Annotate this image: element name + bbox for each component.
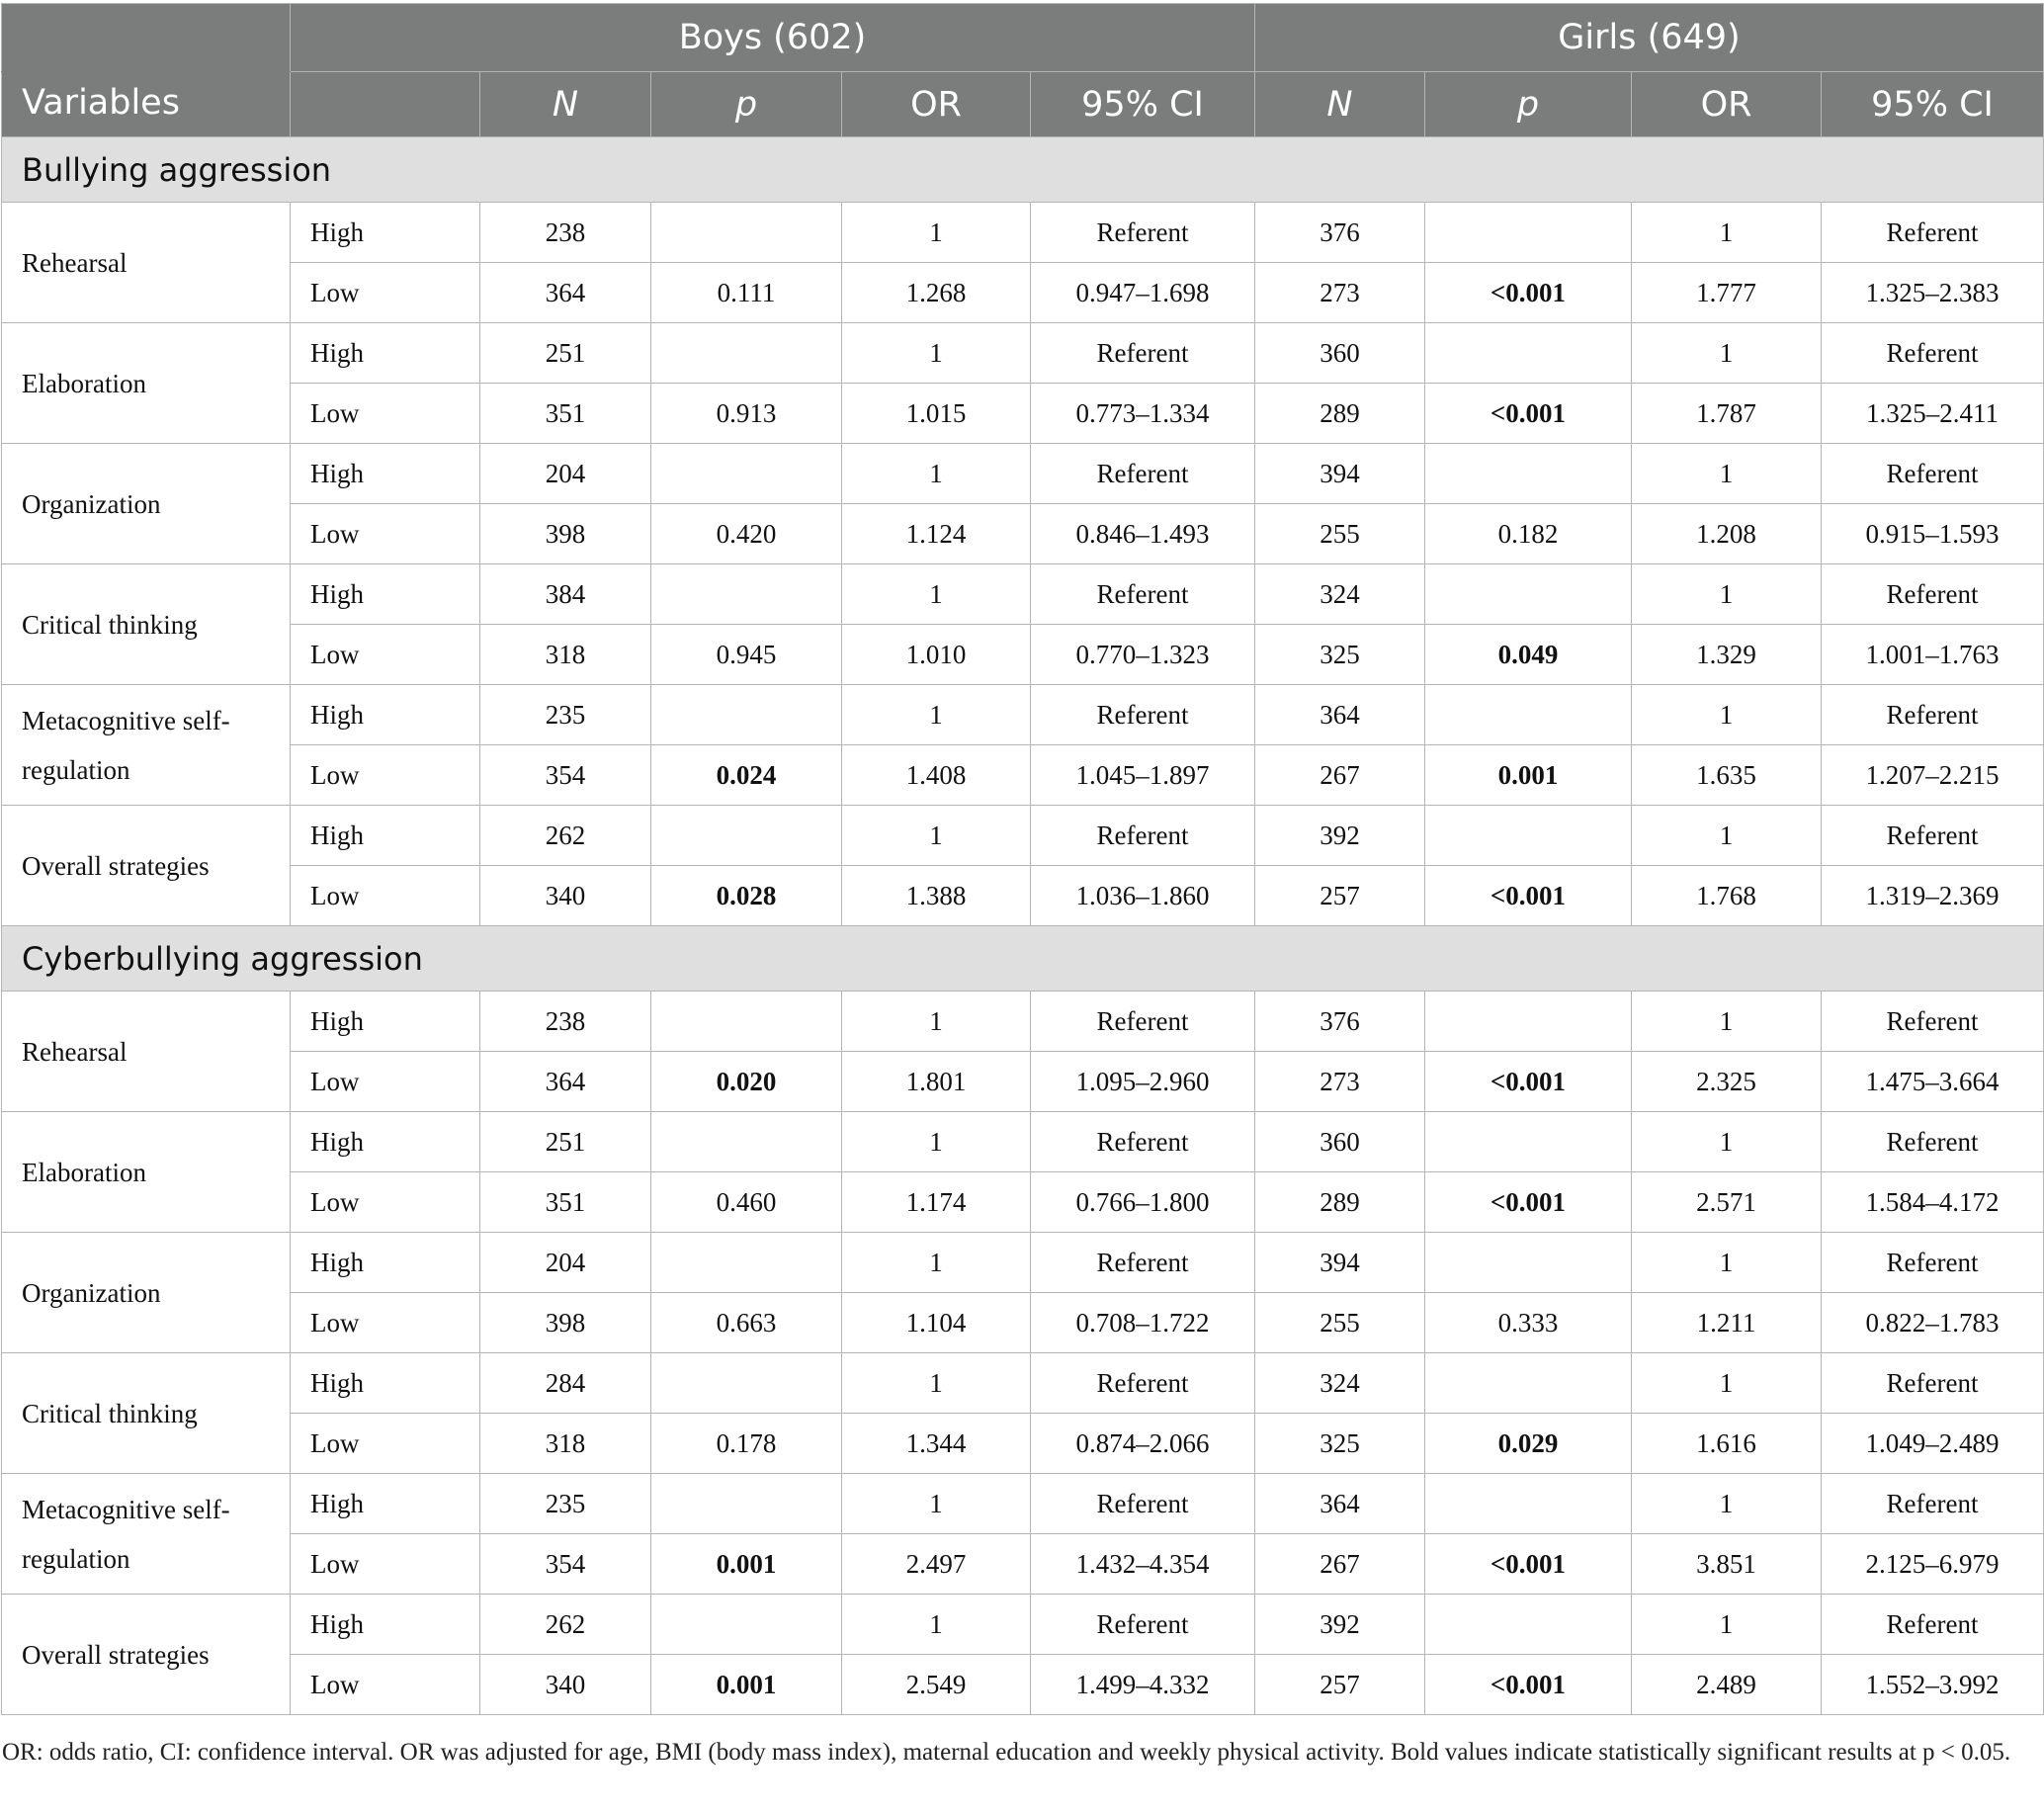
boys-n-cell: 351	[480, 1172, 651, 1233]
boys-ci-cell: Referent	[1031, 1474, 1255, 1534]
header-variables: Variables	[2, 72, 291, 137]
table-header	[2, 4, 2044, 137]
table-row	[2, 806, 2044, 866]
girls-n-cell: 289	[1255, 384, 1425, 444]
level-cell: High	[291, 1595, 480, 1655]
boys-ci-cell: 1.499–4.332	[1031, 1655, 1255, 1715]
girls-ci-cell: 1.552–3.992	[1822, 1655, 2044, 1715]
boys-ci-cell: 0.874–2.066	[1031, 1414, 1255, 1474]
girls-n-cell: 267	[1255, 745, 1425, 806]
girls-p-cell	[1425, 1353, 1632, 1414]
girls-n-cell: 392	[1255, 806, 1425, 866]
girls-ci-cell: 1.049–2.489	[1822, 1414, 2044, 1474]
boys-ci-cell: 0.846–1.493	[1031, 504, 1255, 564]
header-girls-or: OR	[1632, 72, 1822, 137]
boys-p-cell: 0.945	[651, 625, 842, 685]
boys-n-cell: 364	[480, 263, 651, 323]
boys-or-cell: 1	[842, 806, 1031, 866]
girls-ci-cell: Referent	[1822, 1595, 2044, 1655]
variable-name: Rehearsal	[2, 992, 291, 1112]
girls-p-cell	[1425, 564, 1632, 625]
boys-p-cell: 0.020	[651, 1052, 842, 1112]
girls-p-cell: 0.333	[1425, 1293, 1632, 1353]
boys-or-cell: 1	[842, 323, 1031, 384]
boys-n-cell: 398	[480, 1293, 651, 1353]
boys-ci-cell: 0.773–1.334	[1031, 384, 1255, 444]
boys-or-cell: 1.344	[842, 1414, 1031, 1474]
boys-p-cell	[651, 564, 842, 625]
variable-name: Elaboration	[2, 323, 291, 444]
boys-n-cell: 351	[480, 384, 651, 444]
girls-p-cell: 0.182	[1425, 504, 1632, 564]
girls-n-cell: 267	[1255, 1534, 1425, 1595]
boys-p-cell	[651, 203, 842, 263]
boys-or-cell: 1	[842, 1112, 1031, 1172]
girls-n-cell: 394	[1255, 1233, 1425, 1293]
boys-ci-cell: 0.770–1.323	[1031, 625, 1255, 685]
girls-p-cell	[1425, 203, 1632, 263]
girls-or-cell: 1.635	[1632, 745, 1822, 806]
boys-p-cell: 0.178	[651, 1414, 842, 1474]
header-boys: Boys (602)	[291, 4, 1255, 72]
girls-or-cell: 1.616	[1632, 1414, 1822, 1474]
girls-or-cell: 1	[1632, 992, 1822, 1052]
boys-p-cell	[651, 992, 842, 1052]
boys-ci-cell: 0.708–1.722	[1031, 1293, 1255, 1353]
girls-or-cell: 1.777	[1632, 263, 1822, 323]
table-row	[2, 1534, 2044, 1595]
girls-ci-cell: 0.915–1.593	[1822, 504, 2044, 564]
table-row	[2, 1233, 2044, 1293]
table-row	[2, 1655, 2044, 1715]
girls-ci-cell: Referent	[1822, 685, 2044, 745]
table-row	[2, 1172, 2044, 1233]
boys-or-cell: 1.388	[842, 866, 1031, 926]
table-row	[2, 1293, 2044, 1353]
level-cell: Low	[291, 504, 480, 564]
header-sub-row	[2, 72, 2044, 137]
girls-or-cell: 1	[1632, 323, 1822, 384]
boys-ci-cell: Referent	[1031, 1112, 1255, 1172]
boys-or-cell: 1	[842, 444, 1031, 504]
girls-ci-cell: Referent	[1822, 992, 2044, 1052]
table-footnote: OR: odds ratio, CI: confidence interval. OR was adjusted for age, BMI (body mass index), maternal education and weekly physical activity. Bold values indicate statistically significant results at p < 0.05.	[2, 1739, 2011, 1766]
table-row	[2, 203, 2044, 263]
table-row	[2, 504, 2044, 564]
girls-p-cell: <0.001	[1425, 866, 1632, 926]
girls-p-cell	[1425, 1233, 1632, 1293]
girls-p-cell	[1425, 1595, 1632, 1655]
girls-p-cell	[1425, 685, 1632, 745]
level-cell: Low	[291, 866, 480, 926]
header-group-row	[2, 4, 2044, 72]
girls-n-cell: 360	[1255, 323, 1425, 384]
header-girls: Girls (649)	[1255, 4, 2044, 72]
level-cell: Low	[291, 745, 480, 806]
girls-or-cell: 2.489	[1632, 1655, 1822, 1715]
level-cell: High	[291, 444, 480, 504]
level-cell: Low	[291, 1052, 480, 1112]
girls-p-cell: 0.049	[1425, 625, 1632, 685]
level-cell: Low	[291, 1293, 480, 1353]
boys-ci-cell: Referent	[1031, 564, 1255, 625]
girls-p-cell	[1425, 992, 1632, 1052]
girls-or-cell: 1	[1632, 203, 1822, 263]
header-boys-ci: 95% CI	[1031, 72, 1255, 137]
girls-ci-cell: Referent	[1822, 806, 2044, 866]
girls-p-cell: <0.001	[1425, 1172, 1632, 1233]
girls-or-cell: 3.851	[1632, 1534, 1822, 1595]
girls-or-cell: 1	[1632, 444, 1822, 504]
table-row	[2, 1353, 2044, 1414]
girls-or-cell: 1.329	[1632, 625, 1822, 685]
boys-or-cell: 1.124	[842, 504, 1031, 564]
girls-or-cell: 1	[1632, 1112, 1822, 1172]
boys-ci-cell: Referent	[1031, 444, 1255, 504]
table-row	[2, 564, 2044, 625]
boys-n-cell: 364	[480, 1052, 651, 1112]
table-row	[2, 323, 2044, 384]
variable-name: Critical thinking	[2, 564, 291, 685]
girls-ci-cell: Referent	[1822, 1233, 2044, 1293]
girls-p-cell	[1425, 323, 1632, 384]
girls-ci-cell: 1.319–2.369	[1822, 866, 2044, 926]
boys-ci-cell: 0.947–1.698	[1031, 263, 1255, 323]
boys-or-cell: 2.549	[842, 1655, 1031, 1715]
section-header-row	[2, 926, 2044, 992]
girls-ci-cell: 1.207–2.215	[1822, 745, 2044, 806]
boys-p-cell	[651, 1112, 842, 1172]
boys-ci-cell: Referent	[1031, 1595, 1255, 1655]
girls-n-cell: 273	[1255, 263, 1425, 323]
header-girls-ci: 95% CI	[1822, 72, 2044, 137]
girls-or-cell: 1	[1632, 1474, 1822, 1534]
girls-n-cell: 325	[1255, 1414, 1425, 1474]
variable-name: Metacognitive self-regulation	[2, 1474, 291, 1595]
header-boys-or: OR	[842, 72, 1031, 137]
girls-n-cell: 376	[1255, 203, 1425, 263]
boys-ci-cell: Referent	[1031, 992, 1255, 1052]
girls-ci-cell: 2.125–6.979	[1822, 1534, 2044, 1595]
boys-or-cell: 1.010	[842, 625, 1031, 685]
girls-ci-cell: 1.325–2.411	[1822, 384, 2044, 444]
boys-n-cell: 284	[480, 1353, 651, 1414]
girls-n-cell: 360	[1255, 1112, 1425, 1172]
girls-n-cell: 289	[1255, 1172, 1425, 1233]
section-header-row	[2, 137, 2044, 203]
boys-ci-cell: 1.036–1.860	[1031, 866, 1255, 926]
level-cell: High	[291, 685, 480, 745]
variable-name: Overall strategies	[2, 1595, 291, 1715]
girls-n-cell: 255	[1255, 504, 1425, 564]
level-cell: Low	[291, 625, 480, 685]
girls-n-cell: 257	[1255, 866, 1425, 926]
variable-name: Elaboration	[2, 1112, 291, 1233]
table-body	[2, 137, 2044, 1715]
girls-or-cell: 1.211	[1632, 1293, 1822, 1353]
boys-or-cell: 1	[842, 1233, 1031, 1293]
boys-n-cell: 318	[480, 625, 651, 685]
boys-ci-cell: Referent	[1031, 806, 1255, 866]
section-title: Cyberbullying aggression	[2, 926, 2044, 992]
boys-p-cell: 0.663	[651, 1293, 842, 1353]
boys-n-cell: 340	[480, 866, 651, 926]
girls-or-cell: 1.768	[1632, 866, 1822, 926]
boys-n-cell: 262	[480, 1595, 651, 1655]
boys-n-cell: 204	[480, 444, 651, 504]
girls-n-cell: 364	[1255, 685, 1425, 745]
table-row	[2, 992, 2044, 1052]
girls-ci-cell: Referent	[1822, 1474, 2044, 1534]
boys-or-cell: 1	[842, 685, 1031, 745]
girls-or-cell: 1.787	[1632, 384, 1822, 444]
boys-n-cell: 238	[480, 203, 651, 263]
boys-p-cell	[651, 1474, 842, 1534]
table-row	[2, 263, 2044, 323]
boys-or-cell: 1.408	[842, 745, 1031, 806]
level-cell: High	[291, 323, 480, 384]
boys-or-cell: 1	[842, 564, 1031, 625]
boys-ci-cell: Referent	[1031, 323, 1255, 384]
girls-n-cell: 324	[1255, 1353, 1425, 1414]
header-boys-p: p	[651, 72, 842, 137]
girls-p-cell: <0.001	[1425, 263, 1632, 323]
variable-name: Rehearsal	[2, 203, 291, 323]
boys-n-cell: 235	[480, 685, 651, 745]
header-level	[291, 72, 480, 137]
boys-or-cell: 1.801	[842, 1052, 1031, 1112]
girls-n-cell: 392	[1255, 1595, 1425, 1655]
boys-n-cell: 251	[480, 1112, 651, 1172]
header-boys-n: N	[480, 72, 651, 137]
girls-n-cell: 324	[1255, 564, 1425, 625]
girls-ci-cell: Referent	[1822, 1112, 2044, 1172]
table-row	[2, 1595, 2044, 1655]
girls-n-cell: 376	[1255, 992, 1425, 1052]
girls-n-cell: 394	[1255, 444, 1425, 504]
girls-p-cell: <0.001	[1425, 1655, 1632, 1715]
level-cell: Low	[291, 1414, 480, 1474]
girls-p-cell: 0.001	[1425, 745, 1632, 806]
girls-n-cell: 325	[1255, 625, 1425, 685]
variable-name: Critical thinking	[2, 1353, 291, 1474]
boys-p-cell	[651, 1233, 842, 1293]
boys-n-cell: 340	[480, 1655, 651, 1715]
boys-or-cell: 1	[842, 1474, 1031, 1534]
boys-n-cell: 204	[480, 1233, 651, 1293]
girls-ci-cell: Referent	[1822, 323, 2044, 384]
girls-ci-cell: 0.822–1.783	[1822, 1293, 2044, 1353]
girls-n-cell: 255	[1255, 1293, 1425, 1353]
boys-p-cell: 0.001	[651, 1534, 842, 1595]
level-cell: High	[291, 1353, 480, 1414]
boys-p-cell: 0.024	[651, 745, 842, 806]
boys-p-cell	[651, 1595, 842, 1655]
results-table	[1, 3, 2044, 1715]
girls-p-cell	[1425, 1474, 1632, 1534]
boys-ci-cell: 1.045–1.897	[1031, 745, 1255, 806]
boys-ci-cell: 1.432–4.354	[1031, 1534, 1255, 1595]
girls-ci-cell: Referent	[1822, 203, 2044, 263]
boys-or-cell: 2.497	[842, 1534, 1031, 1595]
boys-n-cell: 398	[480, 504, 651, 564]
table-row	[2, 1112, 2044, 1172]
level-cell: Low	[291, 1172, 480, 1233]
girls-p-cell: <0.001	[1425, 1052, 1632, 1112]
girls-or-cell: 2.571	[1632, 1172, 1822, 1233]
boys-or-cell: 1.015	[842, 384, 1031, 444]
boys-p-cell: 0.001	[651, 1655, 842, 1715]
girls-ci-cell: 1.001–1.763	[1822, 625, 2044, 685]
table-row	[2, 745, 2044, 806]
table-row	[2, 384, 2044, 444]
boys-ci-cell: Referent	[1031, 203, 1255, 263]
table-row	[2, 1414, 2044, 1474]
girls-n-cell: 257	[1255, 1655, 1425, 1715]
boys-n-cell: 384	[480, 564, 651, 625]
boys-n-cell: 354	[480, 745, 651, 806]
girls-ci-cell: Referent	[1822, 444, 2044, 504]
table-row	[2, 685, 2044, 745]
girls-ci-cell: 1.475–3.664	[1822, 1052, 2044, 1112]
boys-p-cell: 0.111	[651, 263, 842, 323]
girls-ci-cell: 1.325–2.383	[1822, 263, 2044, 323]
boys-p-cell: 0.913	[651, 384, 842, 444]
girls-ci-cell: Referent	[1822, 1353, 2044, 1414]
girls-or-cell: 1	[1632, 564, 1822, 625]
header-girls-n: N	[1255, 72, 1425, 137]
boys-ci-cell: 1.095–2.960	[1031, 1052, 1255, 1112]
level-cell: Low	[291, 263, 480, 323]
boys-or-cell: 1	[842, 992, 1031, 1052]
boys-n-cell: 251	[480, 323, 651, 384]
boys-n-cell: 235	[480, 1474, 651, 1534]
boys-ci-cell: 0.766–1.800	[1031, 1172, 1255, 1233]
boys-n-cell: 318	[480, 1414, 651, 1474]
girls-p-cell	[1425, 444, 1632, 504]
boys-p-cell	[651, 806, 842, 866]
boys-p-cell: 0.420	[651, 504, 842, 564]
level-cell: High	[291, 564, 480, 625]
boys-or-cell: 1.174	[842, 1172, 1031, 1233]
boys-p-cell	[651, 323, 842, 384]
girls-ci-cell: Referent	[1822, 564, 2044, 625]
variable-name: Organization	[2, 1233, 291, 1353]
table-row	[2, 625, 2044, 685]
boys-n-cell: 262	[480, 806, 651, 866]
level-cell: High	[291, 1112, 480, 1172]
boys-p-cell: 0.028	[651, 866, 842, 926]
boys-or-cell: 1	[842, 203, 1031, 263]
level-cell: Low	[291, 1655, 480, 1715]
boys-or-cell: 1	[842, 1595, 1031, 1655]
girls-ci-cell: 1.584–4.172	[1822, 1172, 2044, 1233]
level-cell: Low	[291, 384, 480, 444]
boys-p-cell: 0.460	[651, 1172, 842, 1233]
variable-name: Metacognitive self-regulation	[2, 685, 291, 806]
level-cell: High	[291, 203, 480, 263]
girls-or-cell: 1	[1632, 1233, 1822, 1293]
table-row	[2, 866, 2044, 926]
section-title: Bullying aggression	[2, 137, 2044, 203]
header-corner	[2, 4, 291, 72]
table-row	[2, 444, 2044, 504]
boys-p-cell	[651, 1353, 842, 1414]
variable-name: Organization	[2, 444, 291, 564]
boys-or-cell: 1.104	[842, 1293, 1031, 1353]
table-row	[2, 1474, 2044, 1534]
level-cell: High	[291, 1233, 480, 1293]
boys-p-cell	[651, 685, 842, 745]
girls-p-cell: <0.001	[1425, 384, 1632, 444]
boys-p-cell	[651, 444, 842, 504]
header-girls-p: p	[1425, 72, 1632, 137]
girls-n-cell: 364	[1255, 1474, 1425, 1534]
girls-or-cell: 1	[1632, 1353, 1822, 1414]
girls-p-cell	[1425, 806, 1632, 866]
level-cell: High	[291, 806, 480, 866]
girls-p-cell	[1425, 1112, 1632, 1172]
boys-ci-cell: Referent	[1031, 685, 1255, 745]
girls-n-cell: 273	[1255, 1052, 1425, 1112]
boys-or-cell: 1.268	[842, 263, 1031, 323]
boys-ci-cell: Referent	[1031, 1353, 1255, 1414]
boys-ci-cell: Referent	[1031, 1233, 1255, 1293]
girls-or-cell: 1	[1632, 806, 1822, 866]
boys-or-cell: 1	[842, 1353, 1031, 1414]
table-row	[2, 1052, 2044, 1112]
variable-name: Overall strategies	[2, 806, 291, 926]
boys-n-cell: 238	[480, 992, 651, 1052]
girls-or-cell: 1	[1632, 685, 1822, 745]
level-cell: High	[291, 1474, 480, 1534]
girls-p-cell: <0.001	[1425, 1534, 1632, 1595]
girls-or-cell: 1	[1632, 1595, 1822, 1655]
girls-p-cell: 0.029	[1425, 1414, 1632, 1474]
girls-or-cell: 2.325	[1632, 1052, 1822, 1112]
girls-or-cell: 1.208	[1632, 504, 1822, 564]
level-cell: Low	[291, 1534, 480, 1595]
level-cell: High	[291, 992, 480, 1052]
boys-n-cell: 354	[480, 1534, 651, 1595]
